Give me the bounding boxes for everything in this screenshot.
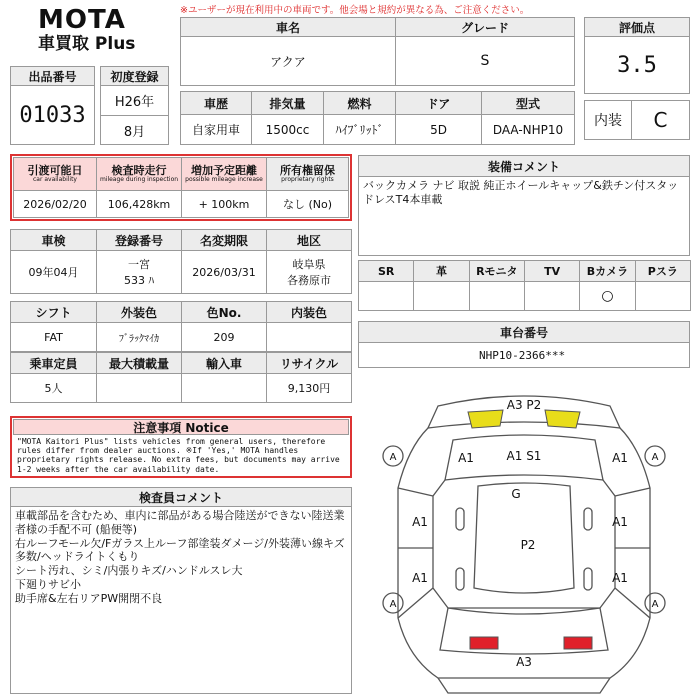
shift-value: FAT: [10, 322, 97, 352]
diag-right-mid: A1: [612, 515, 628, 529]
diag-front: A3 P2: [506, 398, 542, 412]
mota-logo: [38, 6, 158, 54]
diag-right-front: A1: [612, 451, 628, 465]
recycle-value: 9,130円: [266, 373, 352, 403]
interior-color-header: 内装色: [266, 301, 352, 323]
diag-right-rear: A1: [612, 571, 628, 585]
capacity-header: 乗車定員: [10, 352, 97, 374]
mileage-header: 検査時走行 mileage during inspection: [96, 157, 182, 191]
front-right-light: [545, 410, 580, 428]
first-reg-header: 初度登録: [100, 66, 169, 86]
wheel-fl: A: [389, 452, 397, 463]
top-warning: ※ユーザーが現在利用中の車両です。他会場と規約が異なる為、ご注意ください。: [180, 5, 530, 16]
grade-header: グレード: [395, 17, 575, 37]
region-header: 地区: [266, 229, 352, 251]
diag-roof: P2: [520, 538, 536, 552]
option-2-header: Rモニタ: [469, 260, 525, 282]
chassis-number: NHP10-2366***: [358, 342, 690, 368]
diag-left-mid: A1: [412, 515, 428, 529]
availability-header: 引渡可能日 car availability: [13, 157, 97, 191]
inspector-header: 検査員コメント: [10, 487, 352, 507]
mileage-increase-header: 増加予定距離 possible mileage increase: [181, 157, 267, 191]
fuel-header: 燃料: [323, 91, 396, 115]
rear-right-light: [564, 637, 592, 649]
change-value: 2026/03/31: [181, 250, 267, 294]
logo-title: MOTA: [38, 5, 126, 35]
history: 自家用車: [180, 114, 252, 145]
color-header: 外装色: [96, 301, 182, 323]
interior-color-value: [266, 322, 352, 352]
option-3-header: TV: [524, 260, 580, 282]
first-reg-year: H26年: [100, 85, 169, 116]
doors: 5D: [395, 114, 482, 145]
option-5-mark: [635, 281, 691, 311]
interior-grade: C: [631, 100, 690, 140]
chassis-header: 車台番号: [358, 321, 690, 343]
car-name-header: 車名: [180, 17, 396, 37]
option-1-mark: [413, 281, 469, 311]
option-3-mark: [524, 281, 580, 311]
option-2-mark: [469, 281, 525, 311]
doors-header: ドア: [395, 91, 482, 115]
interior-label: 内装: [584, 100, 632, 140]
notice-text: "MOTA Kaitori Plus" lists vehicles from general users, therefore rules differ from dealer auctions. ※If 'Yes,' MOTA handles proprietary rights release. No extra fees, but documents may arrive 1-2 weeks after the car availability date.: [17, 437, 340, 474]
diag-left-front: A1: [458, 451, 474, 465]
grade: S: [395, 36, 575, 86]
option-0-header: SR: [358, 260, 414, 282]
lot-number: 01033: [10, 85, 95, 145]
capacity-value: 5人: [10, 373, 97, 403]
score-header: 評価点: [584, 17, 690, 37]
import-value: [181, 373, 267, 403]
mileage-increase: + 100km: [181, 190, 267, 218]
diag-rear: A3: [516, 655, 532, 669]
option-5-header: Pスラ: [635, 260, 691, 282]
model-header: 型式: [481, 91, 575, 115]
plate-value: 一宮 533 ﾊ: [96, 250, 182, 294]
max-load-value: [96, 373, 182, 403]
wheel-rr: A: [651, 599, 659, 610]
displacement: 1500cc: [251, 114, 324, 145]
color-no-value: 209: [181, 322, 267, 352]
logo-subtitle: 車買取 Plus: [38, 34, 136, 54]
score-value: 3.5: [584, 36, 690, 94]
diag-left-rear: A1: [412, 571, 428, 585]
inspection-header: 車検: [10, 229, 97, 251]
option-4-header: Bカメラ: [579, 260, 635, 282]
diag-top: A1 S1: [506, 449, 542, 463]
proprietary-header: 所有権留保 proprietary rights: [266, 157, 349, 191]
plate-header: 登録番号: [96, 229, 182, 251]
diag-glass: G: [511, 487, 521, 501]
equipment-header: 装備コメント: [358, 155, 690, 177]
max-load-header: 最大積載量: [96, 352, 182, 374]
displacement-header: 排気量: [251, 91, 324, 115]
region-value: 岐阜県 各務原市: [266, 250, 352, 294]
recycle-header: リサイクル: [266, 352, 352, 374]
front-left-light: [468, 410, 503, 428]
shift-header: シフト: [10, 301, 97, 323]
wheel-fr: A: [651, 452, 659, 463]
lot-header: 出品番号: [10, 66, 95, 86]
inspection-value: 09年04月: [10, 250, 97, 294]
first-reg-month: 8月: [100, 115, 169, 145]
rear-left-light: [470, 637, 498, 649]
history-header: 車歴: [180, 91, 252, 115]
availability-date: 2026/02/20: [13, 190, 97, 218]
car-name: アクア: [180, 36, 396, 86]
proprietary-rights: なし (No): [266, 190, 349, 218]
import-header: 輸入車: [181, 352, 267, 374]
color-value: ﾌﾞﾗｯｸﾏｲｶ: [96, 322, 182, 352]
inspector-text: 車載部品を含むため、車内に部品がある場合陸送ができない陸送業者様の手配不可 (船便等) 右ルーフモール欠/Fガラス上ルーフ部塗装ダメージ/外装薄い線キズ多数/ヘッドライトくもり シート汚れ、シミ/内張りキズ/ハンドルスレ大 下廻りサビ小 助手席&左右リアPW開閉不良: [10, 506, 352, 694]
damage-diagram: [358, 388, 690, 696]
color-no-header: 色No.: [181, 301, 267, 323]
change-header: 名変期限: [181, 229, 267, 251]
fuel: ﾊｲﾌﾞﾘｯﾄﾞ: [323, 114, 396, 145]
equipment-text: バックカメラ ナビ 取説 純正ホイールキャップ&鉄チン付スタッドレスT4本車載: [358, 176, 690, 256]
option-1-header: 革: [413, 260, 469, 282]
wheel-rl: A: [389, 599, 397, 610]
model: DAA-NHP10: [481, 114, 575, 145]
mileage: 106,428km: [96, 190, 182, 218]
option-0-mark: [358, 281, 414, 311]
notice-header: 注意事項 Notice: [13, 419, 349, 435]
option-4-mark: ○: [579, 281, 635, 311]
